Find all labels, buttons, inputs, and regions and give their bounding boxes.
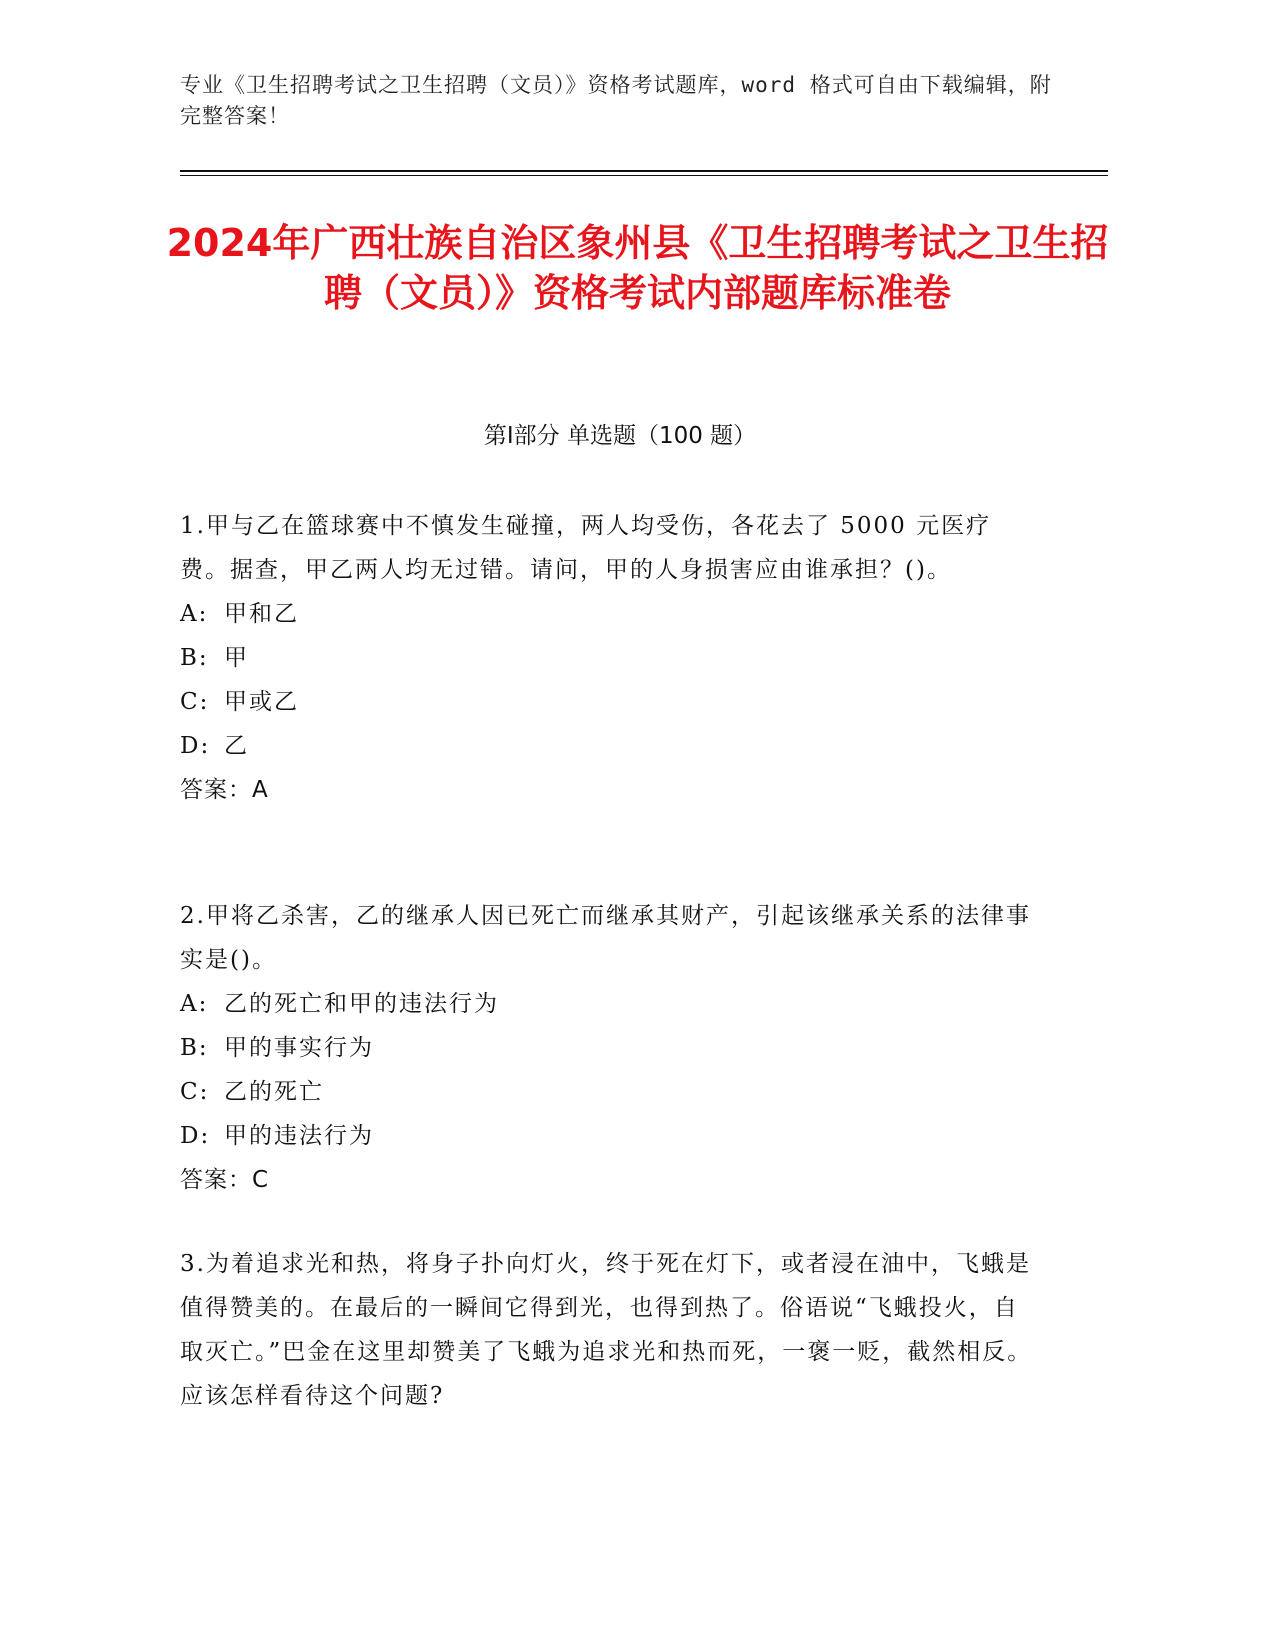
option-letter: A:: [180, 991, 209, 1017]
answer-label: 答案：A: [180, 777, 269, 803]
option-c: [180, 1070, 1040, 1114]
question-2: [180, 894, 1040, 1202]
section-heading: 第Ⅰ部分 单选题（100 题）: [483, 423, 757, 449]
option-text: 甲的违法行为: [224, 1123, 374, 1149]
question-1: [180, 504, 1040, 812]
option-letter: C:: [180, 1079, 210, 1105]
answer-label: 答案：C: [180, 1167, 270, 1193]
option-b: [180, 636, 1040, 680]
option-text: 乙: [224, 733, 249, 759]
question-stem: 1.甲与乙在篮球赛中不慎发生碰撞，两人均受伤，各花去了 5000 元医疗费。据查，甲乙两人均无过错。请问，甲的人身损害应由谁承担？()。: [180, 513, 992, 583]
option-text: 甲的事实行为: [224, 1035, 374, 1061]
option-letter: C:: [180, 689, 210, 715]
option-letter: D:: [180, 733, 211, 759]
option-letter: B:: [180, 645, 209, 671]
question-3: [180, 1242, 1040, 1418]
question-stem: 2.甲将乙杀害，乙的继承人因已死亡而继承其财产，引起该继承关系的法律事实是()。: [180, 903, 1031, 973]
option-text: 乙的死亡和甲的违法行为: [224, 991, 499, 1017]
option-b: [180, 1026, 1040, 1070]
option-d: [180, 1114, 1040, 1158]
header-divider-thick-line: [180, 170, 1108, 172]
document-header-note: 专业《卫生招聘考试之卫生招聘（文员）》资格考试题库，word 格式可自由下载编辑，附完整答案！: [180, 73, 1052, 128]
document-title: 2024年广西壮族自治区象州县《卫生招聘考试之卫生招聘（文员）》资格考试内部题库标准卷: [166, 221, 1109, 315]
option-text: 甲: [224, 645, 249, 671]
option-c: [180, 680, 1040, 724]
option-letter: D:: [180, 1123, 211, 1149]
option-letter: A:: [180, 601, 209, 627]
option-a: [180, 982, 1040, 1026]
header-divider: [180, 170, 1108, 176]
option-text: 甲或乙: [224, 689, 299, 715]
question-stem: 3.为着追求光和热，将身子扑向灯火，终于死在灯下，或者浸在油中，飞蛾是值得赞美的。在最后的一瞬间它得到光，也得到热了。俗语说“飞蛾投火，自取灭亡。”巴金在这里却赞美了飞蛾为追求光和热而死，一褒一贬，截然相反。应该怎样看待这个问题?: [180, 1251, 1033, 1409]
header-divider-thin-line: [180, 175, 1108, 176]
option-d: [180, 724, 1040, 768]
option-a: [180, 592, 1040, 636]
option-text: 甲和乙: [224, 601, 299, 627]
option-letter: B:: [180, 1035, 209, 1061]
option-text: 乙的死亡: [224, 1079, 324, 1105]
